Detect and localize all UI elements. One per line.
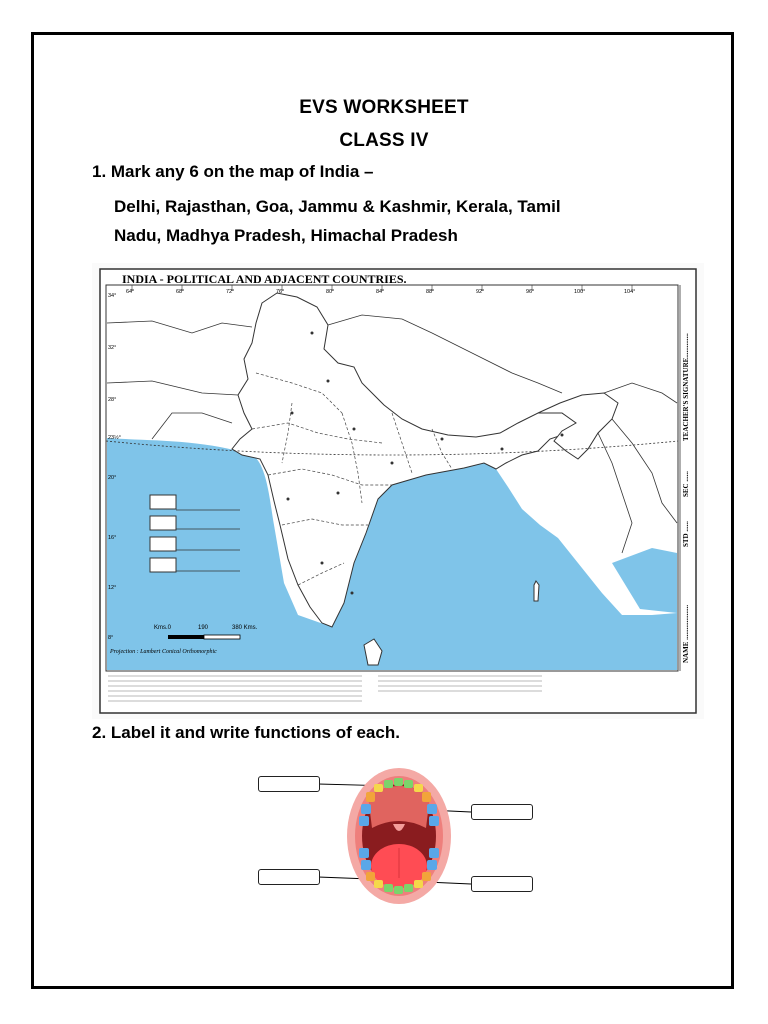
question-1-items-line1: Delhi, Rajasthan, Goa, Jammu & Kashmir, Kerala, Tamil: [114, 197, 561, 216]
lon-label: 92°: [476, 289, 485, 295]
question-1-items-line2: Nadu, Madhya Pradesh, Himachal Pradesh: [114, 226, 458, 245]
map-title: INDIA - POLITICAL AND ADJACENT COUNTRIES.: [122, 272, 407, 286]
lat-label: 32°: [108, 345, 117, 351]
label-box-canines[interactable]: [258, 869, 320, 885]
side-strip: [678, 281, 696, 667]
side-sec: SEC ......: [682, 471, 690, 497]
lat-label: 12°: [108, 585, 117, 591]
question-1-items: [114, 192, 674, 250]
lon-label: 104°: [624, 289, 636, 295]
india-map: [92, 263, 704, 719]
lat-label: 8°: [108, 635, 114, 641]
lon-label: 68°: [176, 289, 185, 295]
lon-label: 76°: [276, 289, 285, 295]
label-box-incisors[interactable]: [258, 776, 320, 792]
lon-label: 84°: [376, 289, 385, 295]
side-name: NAME ....................: [682, 604, 690, 663]
label-box-molars[interactable]: [471, 804, 533, 820]
worksheet-title: EVS WORKSHEET: [299, 97, 469, 118]
lon-label: 80°: [326, 289, 335, 295]
scale-labels: [154, 625, 264, 633]
question-2-prompt: 2. Label it and write functions of each.: [92, 723, 400, 742]
worksheet-subtitle: CLASS IV: [339, 130, 429, 151]
lat-label: 16°: [108, 535, 117, 541]
question-1-prompt: 1. Mark any 6 on the map of India –: [92, 162, 374, 181]
lon-label: 72°: [226, 289, 235, 295]
tropic-label: 23½°: [108, 435, 121, 441]
lon-label: 88°: [426, 289, 435, 295]
lat-label: 20°: [108, 475, 117, 481]
lon-labels: [92, 289, 704, 299]
lon-label: 96°: [526, 289, 535, 295]
scale-end-label: 380 Kms.: [232, 625, 258, 631]
map-scale-bar: [168, 635, 240, 639]
mouth-diagram: [256, 766, 540, 906]
lon-label: 64°: [126, 289, 135, 295]
scale-mid-label: 190: [198, 625, 209, 631]
map-projection: Projection : Lambert Conical Orthomorphic: [110, 649, 217, 655]
side-teacher-signature: TEACHER'S SIGNATURE..............: [682, 333, 690, 441]
side-std: STD ......: [682, 521, 690, 547]
lat-label: 34°: [108, 293, 117, 299]
lon-label: 100°: [574, 289, 586, 295]
lat-label: 28°: [108, 397, 117, 403]
label-box-premolars[interactable]: [471, 876, 533, 892]
scale-start-label: Kms.0: [154, 625, 172, 631]
